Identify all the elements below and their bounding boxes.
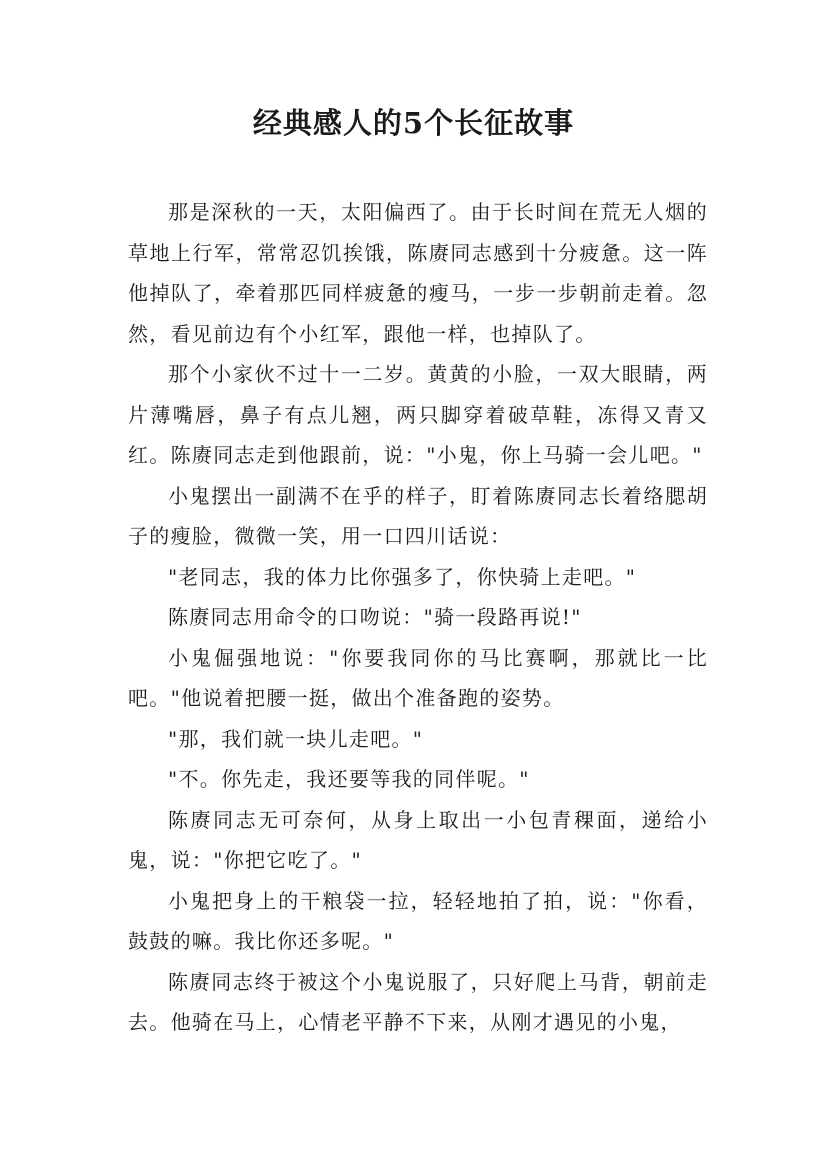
paragraph: "那，我们就一块儿走吧。" xyxy=(168,726,424,751)
paragraph: 那是深秋的一天，太阳偏西了。由于长时间在荒无人烟的草地上行军，常常忍饥挨饿，陈赓同志感到十分疲惫。这一阵他掉队了，牵着那匹同样疲惫的瘦马，一步一步朝前走着。忽然，看见前边有个小红军，跟他一样，也掉队了。 xyxy=(128,200,708,346)
paragraph: 陈赓同志无可奈何，从身上取出一小包青稞面，递给小鬼，说："你把它吃了。" xyxy=(128,807,708,872)
paragraph: 陈赓同志用命令的口吻说："骑一段路再说!" xyxy=(168,605,582,629)
document-title: 经典感人的5个长征故事 xyxy=(252,106,575,140)
paragraph: "不。你先走，我还要等我的同伴呢。" xyxy=(168,767,530,791)
paragraph: 小鬼倔强地说："你要我同你的马比赛啊，那就比一比吧。"他说着把腰一挺，做出个准备跑的姿势。 xyxy=(128,645,708,710)
paragraph: "老同志，我的体力比你强多了，你快骑上走吧。" xyxy=(168,564,637,589)
paragraph: 小鬼摆出一副满不在乎的样子，盯着陈赓同志长着络腮胡子的瘦脸，微微一笑，用一口四川话说： xyxy=(128,483,708,548)
paragraph: 那个小家伙不过十一二岁。黄黄的小脸，一双大眼睛，两片薄嘴唇，鼻子有点儿翘，两只脚穿着破草鞋，冻得又青又红。陈赓同志走到他跟前，说："小鬼，你上马骑一会儿吧。" xyxy=(128,362,708,467)
paragraph: 小鬼把身上的干粮袋一拉，轻轻地拍了拍，说："你看，鼓鼓的嘛。我比你还多呢。" xyxy=(128,888,708,953)
paragraph: 陈赓同志终于被这个小鬼说服了，只好爬上马背，朝前走去。他骑在马上，心情老平静不下来，从刚才遇见的小鬼， xyxy=(128,969,708,1034)
document-body xyxy=(128,192,708,1043)
